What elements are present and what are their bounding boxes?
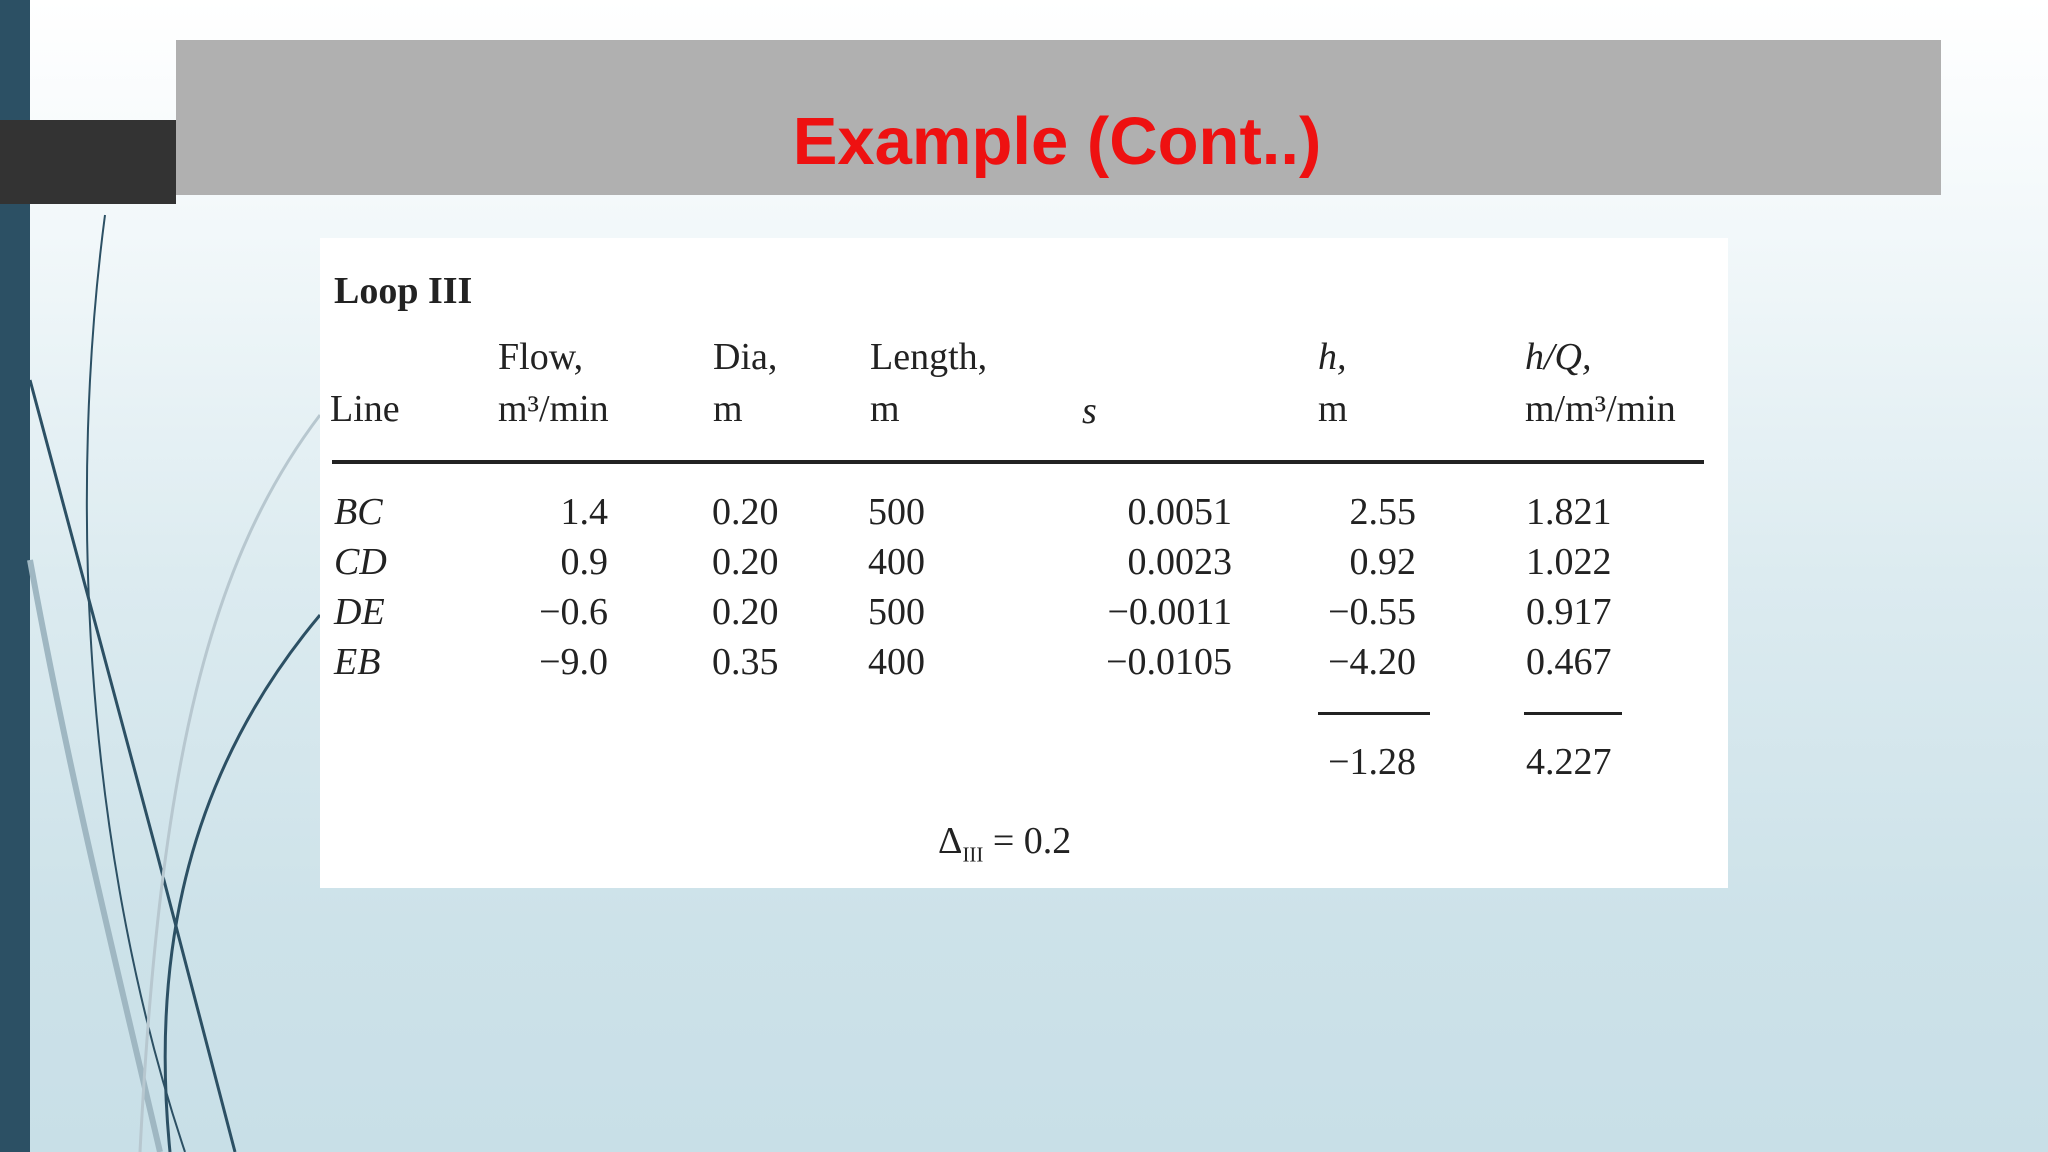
swoosh-line xyxy=(87,215,185,1152)
header-rule xyxy=(332,460,1704,464)
row-hq: 0.467 xyxy=(1526,641,1612,683)
row-flow: −9.0 xyxy=(539,641,608,683)
row-s: 0.0023 xyxy=(1127,541,1232,583)
header-length: Length, xyxy=(870,336,988,378)
row-length: 500 xyxy=(868,591,925,633)
header-flow: Flow, xyxy=(498,336,584,378)
row-dia: 0.35 xyxy=(712,641,779,683)
row-length: 400 xyxy=(868,541,925,583)
row-s: 0.0051 xyxy=(1127,491,1232,533)
header-h: h, xyxy=(1318,336,1347,378)
row-flow: 1.4 xyxy=(560,491,608,533)
row-dia: 0.20 xyxy=(712,541,779,583)
row-s: −0.0105 xyxy=(1106,641,1232,683)
header-dia-unit: m xyxy=(713,388,743,430)
row-flow: 0.9 xyxy=(560,541,608,583)
row-h: −4.20 xyxy=(1328,641,1416,683)
row-h: 0.92 xyxy=(1349,541,1416,583)
row-line: CD xyxy=(334,541,387,583)
title-band xyxy=(176,40,1941,195)
row-length: 500 xyxy=(868,491,925,533)
row-h: −0.55 xyxy=(1328,591,1416,633)
data-table xyxy=(320,238,1728,888)
header-h-unit: m xyxy=(1318,388,1348,430)
header-length-unit: m xyxy=(870,388,900,430)
sum-rule-hq xyxy=(1524,712,1622,715)
sum-rule-h xyxy=(1318,712,1430,715)
row-flow: −0.6 xyxy=(539,591,608,633)
row-hq: 0.917 xyxy=(1526,591,1612,633)
delta-subscript: III xyxy=(962,842,984,867)
swoosh-line xyxy=(30,560,160,1152)
swoosh-line xyxy=(140,415,320,1152)
header-line: Line xyxy=(330,388,400,430)
header-hq-unit: m/m³/min xyxy=(1525,388,1676,430)
table-caption: Loop III xyxy=(334,270,473,312)
swoosh-line xyxy=(165,615,320,1152)
row-s: −0.0011 xyxy=(1107,591,1232,633)
row-dia: 0.20 xyxy=(712,591,779,633)
row-line: BC xyxy=(334,491,383,533)
header-flow-unit: m³/min xyxy=(498,388,609,430)
loop-correction xyxy=(938,822,1071,866)
row-dia: 0.20 xyxy=(712,491,779,533)
header-s: s xyxy=(1082,390,1097,432)
header-hq: h/Q, xyxy=(1525,336,1592,378)
delta-value: = 0.2 xyxy=(992,820,1072,862)
row-hq: 1.022 xyxy=(1526,541,1612,583)
header-dia: Dia, xyxy=(713,336,778,378)
row-length: 400 xyxy=(868,641,925,683)
row-line: EB xyxy=(334,641,381,683)
total-hq: 4.227 xyxy=(1526,741,1612,783)
slide-title: Example (Cont..) xyxy=(792,104,1322,179)
row-h: 2.55 xyxy=(1349,491,1416,533)
total-h: −1.28 xyxy=(1328,741,1416,783)
row-hq: 1.821 xyxy=(1526,491,1612,533)
row-line: DE xyxy=(334,591,385,633)
delta-symbol: Δ xyxy=(938,820,963,862)
